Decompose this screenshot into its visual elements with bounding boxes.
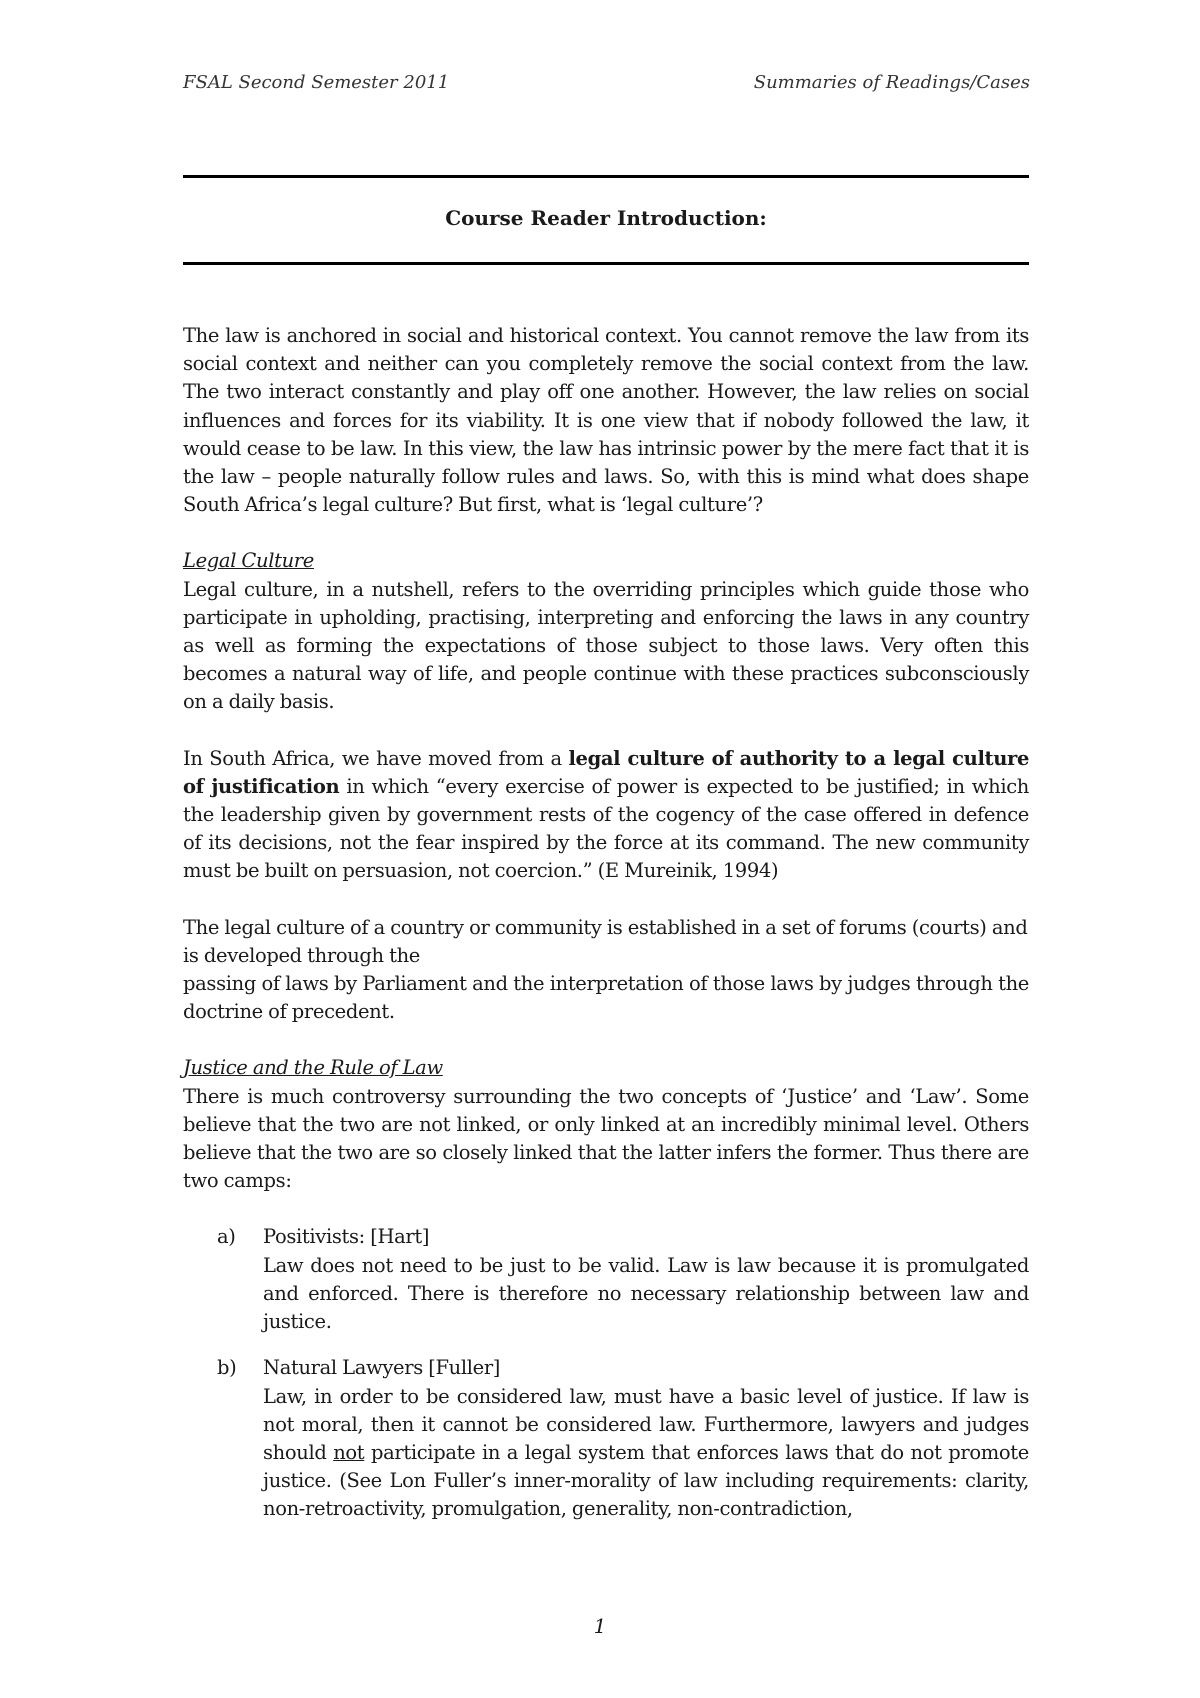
title-rule-top	[183, 175, 1029, 178]
legal-culture-heading: Legal Culture	[183, 549, 314, 573]
intro-paragraph: The law is anchored in social and historical context. You cannot remove the law from its social context and neither can you completely remove the social context from the law. The two interact constantly and play off one another. However, the law relies on social influences and forces for its viability. It is one view that if nobody followed the law, it would cease to be law. In this view, the law has intrinsic power by the mere fact that it is the law – people naturally follow rules and laws. So, with this is mind what does shape South Africa’s legal culture? But first, what is ‘legal culture’?	[183, 324, 1029, 517]
camp-title: Positivists: [Hart]	[263, 1225, 430, 1249]
camp-text: Law does not need to be just to be valid. Law is law because it is promulgated and enforced. There is therefore no necessary relationship between law and justice.	[263, 1253, 1029, 1334]
justice-paragraph: There is much controversy surrounding the two concepts of ‘Justice’ and ‘Law’. Some believe that the two are not linked, or only linked at an incredibly minimal level. Others believe that the two are so closely linked that the latter infers the former. Thus there are two camps:	[183, 1084, 1029, 1193]
south-africa-bold: legal culture of authority to a legal culture of justification	[183, 746, 1029, 798]
camp-title: Natural Lawyers [Fuller]	[263, 1356, 501, 1380]
header-left: FSAL Second Semester 2011	[183, 72, 450, 93]
justice-heading: Justice and the Rule of Law	[183, 1056, 443, 1080]
south-africa-paragraph	[183, 745, 1029, 886]
legal-culture-paragraph: Legal culture, in a nutshell, refers to the overriding principles which guide those who participate in upholding, practising, interpreting and enforcing the laws in any country as well as forming the expectations of those subject to those laws. Very often this becomes a natural way of life, and people continue with these practices subconsciously on a daily basis.	[183, 577, 1029, 714]
page-title: Course Reader Introduction:	[445, 206, 767, 230]
header-right: Summaries of Readings/Cases	[753, 72, 1030, 93]
camp-text-post: participate in a legal system that enforces laws that do not promote justice. (See Lon Fuller’s inner-morality of law including requirements: clarity, non-retroactivity, promulgation, generality, non-contradiction,	[263, 1440, 1029, 1521]
page-number: 1	[593, 1614, 607, 1638]
forums-line-2: passing of laws by Parliament and the interpretation of those laws by judges through the doctrine of precedent.	[183, 972, 1029, 1024]
camp-text	[263, 1383, 1029, 1524]
document-body	[183, 322, 1029, 1524]
camp-text-underline: not	[333, 1440, 365, 1464]
south-africa-pre: In South Africa, we have moved from a	[183, 746, 569, 770]
south-africa-post: in which “every exercise of power is expected to be justified; in which the leadership given by government rests of the cogency of the case offered in defence of its decisions, not the fear inspired by the force at its command. The new community must be built on persuasion, not coercion.” (E Mureinik, 1994)	[183, 774, 1029, 883]
list-marker: b)	[217, 1356, 237, 1380]
camp-item-positivists	[217, 1223, 1029, 1336]
forums-line-1: The legal culture of a country or community is established in a set of forums (courts) and is developed through the	[183, 915, 1028, 967]
title-rule-bottom	[183, 262, 1029, 265]
list-marker: a)	[217, 1225, 236, 1249]
camp-text-pre: Law, in order to be considered law, must have a basic level of justice. If law is not moral, then it cannot be considered law. Furthermore, lawyers and judges should	[263, 1384, 1029, 1464]
camp-item-natural-lawyers	[217, 1354, 1029, 1523]
